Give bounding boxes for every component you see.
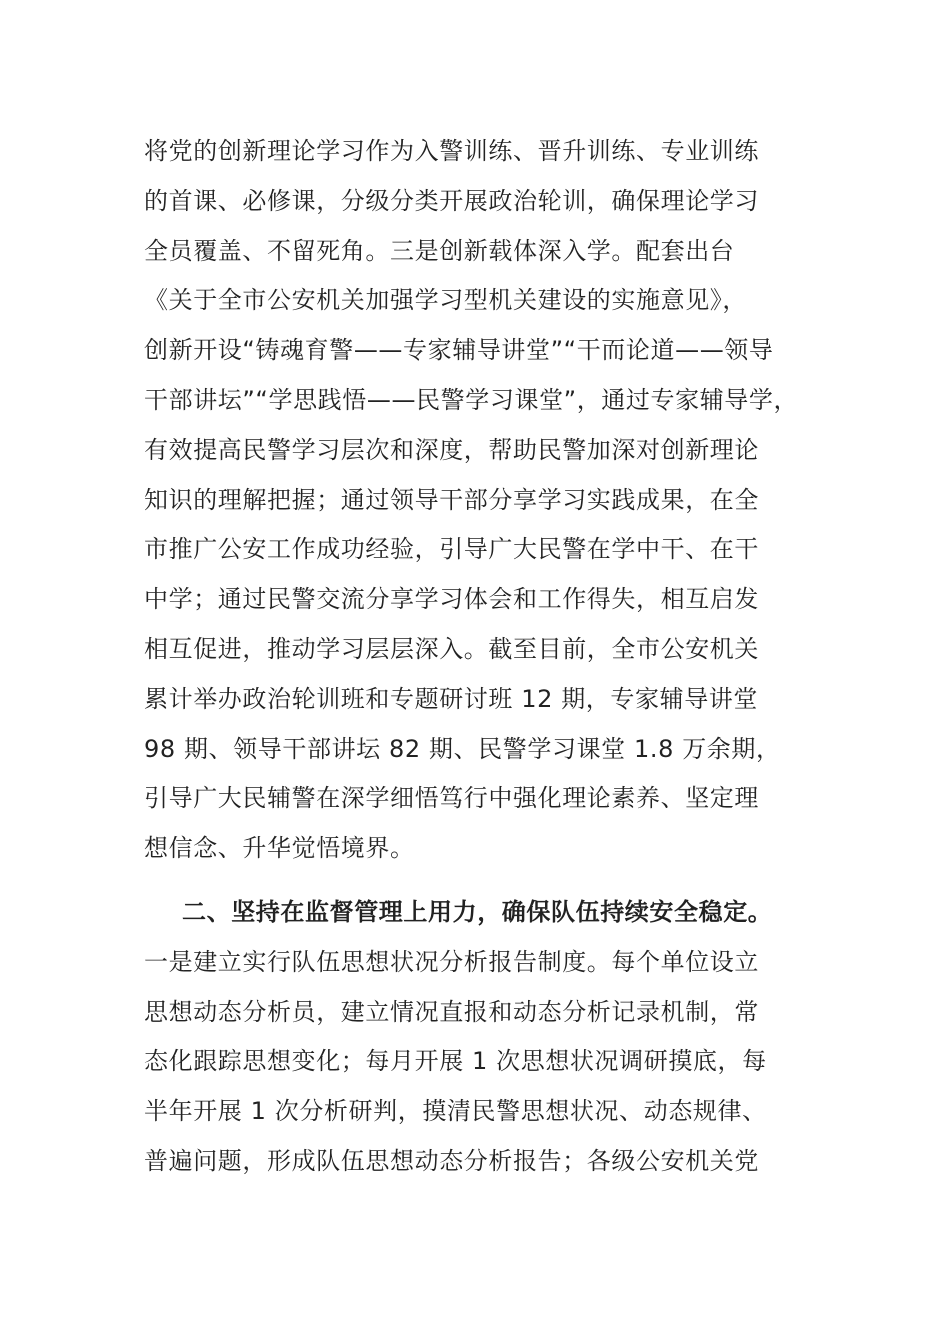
text-line: 引导广大民辅警在深学细悟笃行中强化理论素养、坚定理 xyxy=(144,784,759,813)
text-line: 98 期、领导干部讲坛 82 期、民警学习课堂 1.8 万余期， xyxy=(144,734,781,763)
text-line: 思想动态分析员，建立情况直报和动态分析记录机制，常 xyxy=(144,997,759,1026)
text-line: 的首课、必修课，分级分类开展政治轮训，确保理论学习 xyxy=(144,186,759,215)
section-heading xyxy=(144,888,844,938)
paragraph-spacer xyxy=(144,874,844,888)
text-line: 中学；通过民警交流分享学习体会和工作得失，相互启发 xyxy=(144,585,759,614)
text-line: 创新开设“铸魂育警——专家辅导讲堂”“干而论道——领导 xyxy=(144,336,774,365)
text-line: 累计举办政治轮训班和专题研讨班 12 期，专家辅导讲堂 xyxy=(144,684,758,713)
text-line: 将党的创新理论学习作为入警训练、晋升训练、专业训练 xyxy=(144,137,759,165)
text-line: 半年开展 1 次分析研判，摸清民警思想状况、动态规律、 xyxy=(144,1097,767,1126)
section-heading-text: 二、坚持在监督管理上用力，确保队伍持续安全稳定。 xyxy=(182,897,773,926)
text-line: 全员覆盖、不留死角。三是创新载体深入学。配套出台 xyxy=(144,236,735,265)
text-line: 一是建立实行队伍思想状况分析报告制度。每个单位设立 xyxy=(144,947,759,976)
text-line: 相互促进，推动学习层层深入。截至目前，全市公安机关 xyxy=(144,634,759,663)
text-line: 普遍问题，形成队伍思想动态分析报告；各级公安机关党 xyxy=(144,1146,759,1175)
text-line: 态化跟踪思想变化；每月开展 1 次思想状况调研摸底，每 xyxy=(144,1047,767,1076)
text-line: 干部讲坛”“学思践悟——民警学习课堂”，通过专家辅导学， xyxy=(144,385,799,414)
paragraph-1 xyxy=(144,127,844,874)
document-body xyxy=(144,127,844,1187)
text-line: 有效提高民警学习层次和深度，帮助民警加深对创新理论 xyxy=(144,435,759,464)
text-line: 知识的理解把握；通过领导干部分享学习实践成果，在全 xyxy=(144,485,759,514)
text-line: 《关于全市公安机关加强学习型机关建设的实施意见》， xyxy=(144,286,747,315)
paragraph-2 xyxy=(144,888,844,1187)
text-line: 市推广公安工作成功经验，引导广大民警在学中干、在干 xyxy=(144,535,759,564)
text-line: 想信念、升华觉悟境界。 xyxy=(144,834,415,863)
